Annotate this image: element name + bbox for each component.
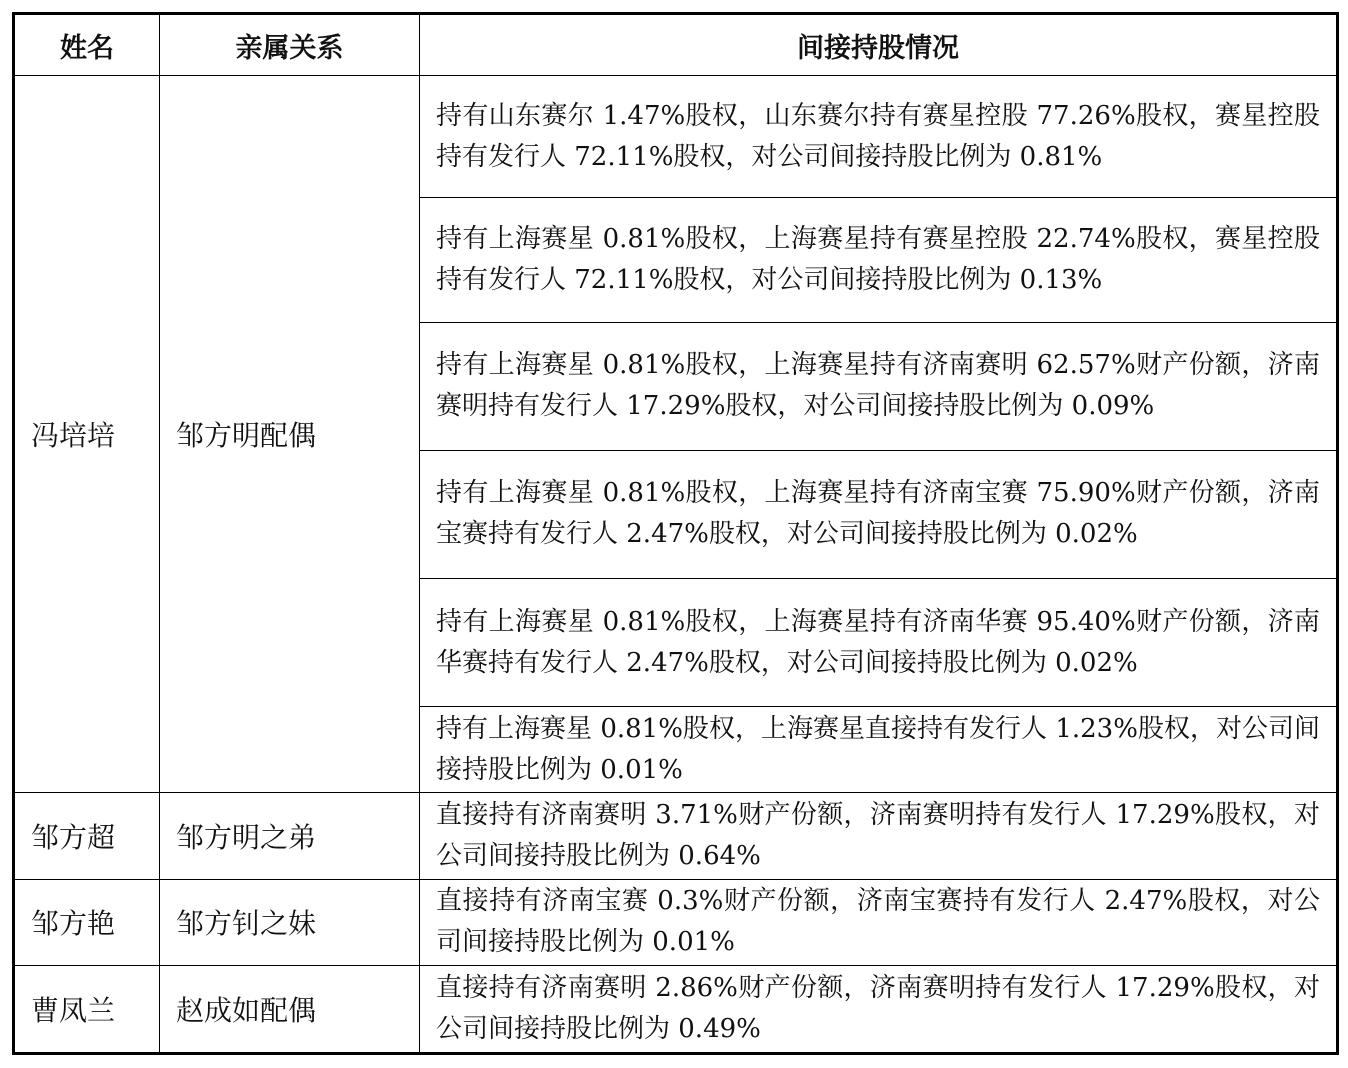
holding-detail: 持有上海赛星 0.81%股权，上海赛星持有济南宝赛 75.90%财产份额，济南宝赛持有发行人 2.47%股权，对公司间接持股比例为 0.02% — [420, 450, 1338, 578]
holding-detail: 持有上海赛星 0.81%股权，上海赛星持有济南赛明 62.57%财产份额，济南赛明持有发行人 17.29%股权，对公司间接持股比例为 0.09% — [420, 322, 1338, 450]
table-row — [14, 76, 1338, 198]
relation: 邹方钊之妹 — [160, 879, 420, 965]
table-row — [14, 793, 1338, 879]
indirect-holding-table — [12, 12, 1339, 1055]
holding-detail: 持有山东赛尔 1.47%股权，山东赛尔持有赛星控股 77.26%股权，赛星控股持有发行人 72.11%股权，对公司间接持股比例为 0.81% — [420, 76, 1338, 198]
person-name: 冯培培 — [14, 76, 160, 793]
person-name: 邹方超 — [14, 793, 160, 879]
table-row — [14, 965, 1338, 1053]
holding-detail: 持有上海赛星 0.81%股权，上海赛星持有赛星控股 22.74%股权，赛星控股持有发行人 72.11%股权，对公司间接持股比例为 0.13% — [420, 198, 1338, 322]
person-name: 曹凤兰 — [14, 965, 160, 1053]
relation: 邹方明配偶 — [160, 76, 420, 793]
holding-detail: 持有上海赛星 0.81%股权，上海赛星直接持有发行人 1.23%股权，对公司间接持股比例为 0.01% — [420, 707, 1338, 793]
holding-detail: 持有上海赛星 0.81%股权，上海赛星持有济南华赛 95.40%财产份额，济南华赛持有发行人 2.47%股权，对公司间接持股比例为 0.02% — [420, 579, 1338, 707]
holding-detail: 直接持有济南赛明 3.71%财产份额，济南赛明持有发行人 17.29%股权，对公司间接持股比例为 0.64% — [420, 793, 1338, 879]
holding-detail: 直接持有济南宝赛 0.3%财产份额，济南宝赛持有发行人 2.47%股权，对公司间接持股比例为 0.01% — [420, 879, 1338, 965]
relation: 邹方明之弟 — [160, 793, 420, 879]
header-name: 姓名 — [14, 14, 160, 76]
relation: 赵成如配偶 — [160, 965, 420, 1053]
table-row — [14, 879, 1338, 965]
header-row — [14, 14, 1338, 76]
header-holding: 间接持股情况 — [420, 14, 1338, 76]
holding-detail: 直接持有济南赛明 2.86%财产份额，济南赛明持有发行人 17.29%股权，对公司间接持股比例为 0.49% — [420, 965, 1338, 1053]
person-name: 邹方艳 — [14, 879, 160, 965]
header-relation: 亲属关系 — [160, 14, 420, 76]
